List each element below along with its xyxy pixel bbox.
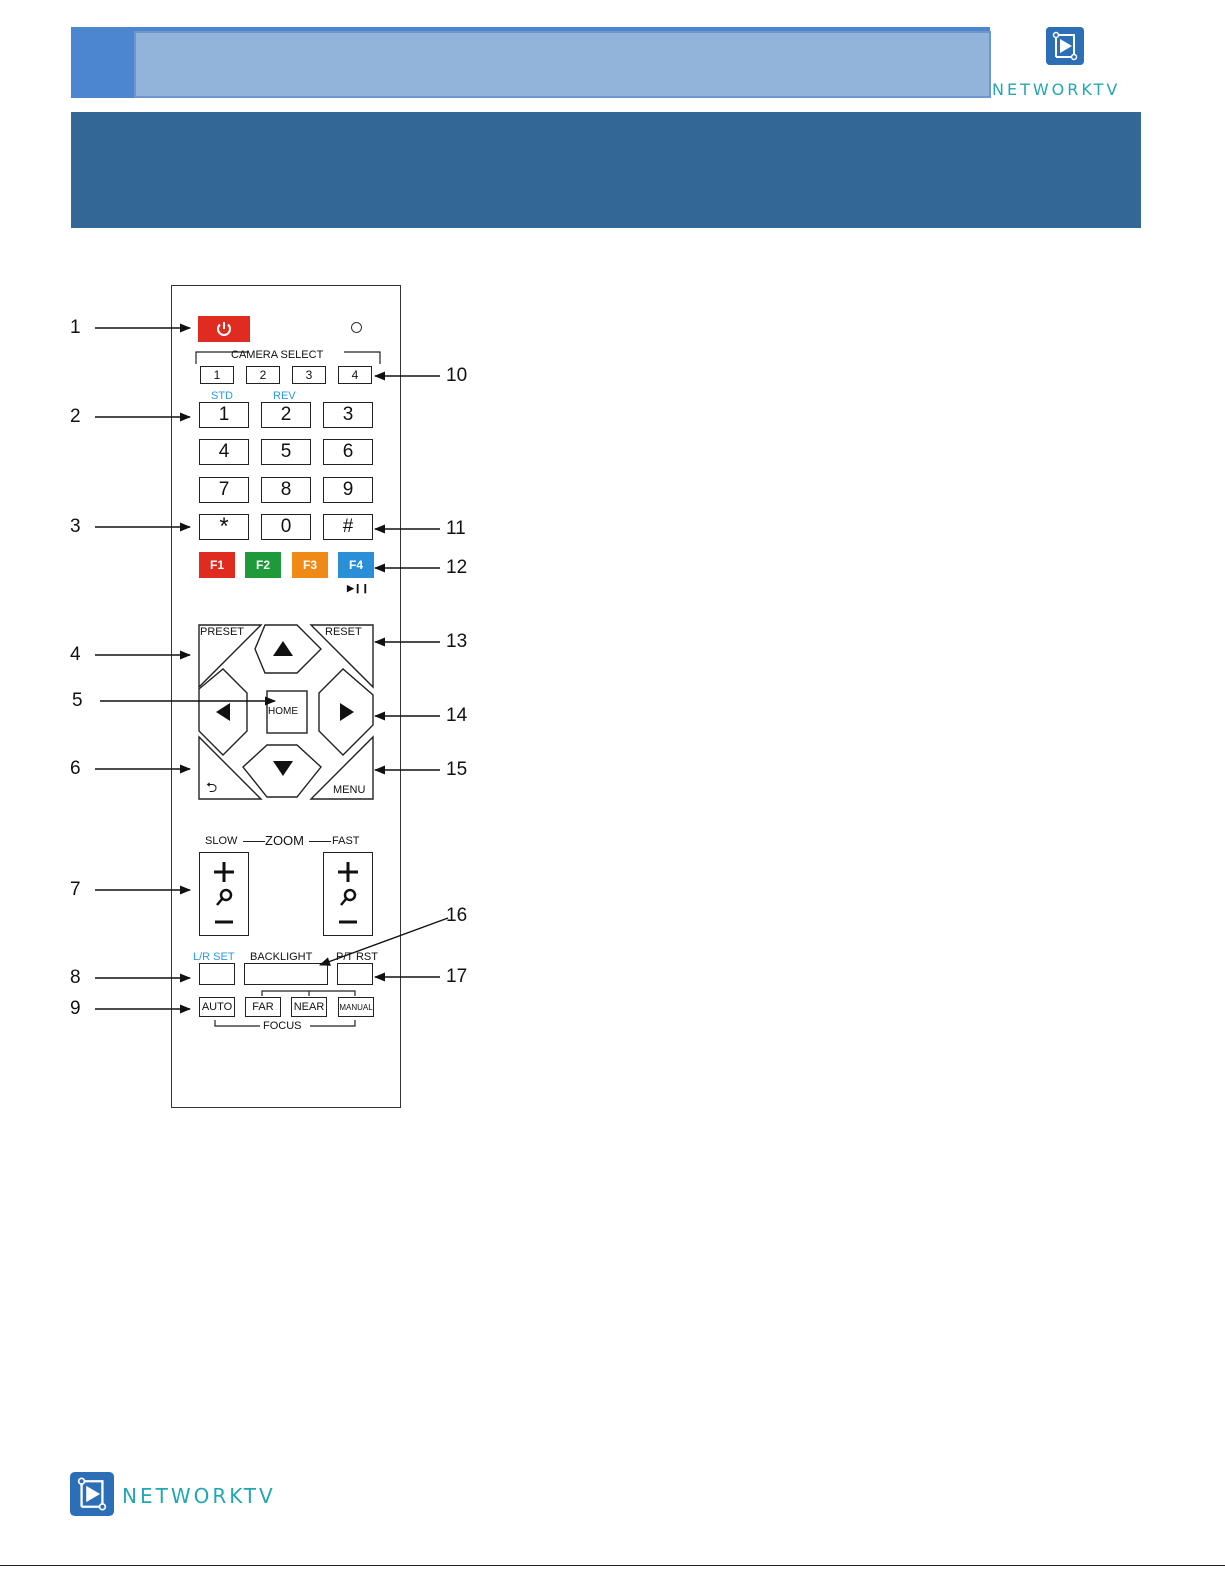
brand-name-bottom: NETWORKTV xyxy=(122,1484,276,1508)
numpad-key-4[interactable]: 4 xyxy=(199,439,249,465)
callout-6: 6 xyxy=(70,758,81,779)
rev-label: REV xyxy=(273,390,296,402)
focus-auto-button[interactable]: AUTO xyxy=(199,997,235,1017)
callout-1: 1 xyxy=(70,317,81,338)
preset-label: PRESET xyxy=(200,626,245,638)
numpad-key-3[interactable]: 3 xyxy=(323,402,373,428)
callout-13: 13 xyxy=(446,631,468,652)
numpad-key-2[interactable]: 2 xyxy=(261,402,311,428)
numpad-key-6[interactable]: 6 xyxy=(323,439,373,465)
numpad-key-star[interactable]: * xyxy=(199,514,249,540)
focus-manual-button[interactable]: MANUAL xyxy=(338,997,374,1017)
callout-7: 7 xyxy=(70,879,81,900)
callout-9: 9 xyxy=(70,998,81,1019)
callout-16: 16 xyxy=(446,905,468,926)
logo-icon xyxy=(70,1472,114,1516)
callout-12: 12 xyxy=(446,557,468,578)
function-key-f1[interactable]: F1 xyxy=(199,552,235,578)
callout-17: 17 xyxy=(446,966,468,987)
function-key-f4[interactable]: F4 xyxy=(338,552,374,578)
lr-set-label: L/R SET xyxy=(193,951,235,963)
zoom-slow-label: SLOW xyxy=(205,835,238,847)
zoom-label: ZOOM xyxy=(265,833,304,848)
focus-near-button[interactable]: NEAR xyxy=(291,997,327,1017)
numpad-key-5[interactable]: 5 xyxy=(261,439,311,465)
numpad-key-8[interactable]: 8 xyxy=(261,477,311,503)
callout-11: 11 xyxy=(446,518,466,539)
camera-select-2[interactable]: 2 xyxy=(246,366,280,384)
numpad-key-0[interactable]: 0 xyxy=(261,514,311,540)
backlight-label: BACKLIGHT xyxy=(250,951,313,963)
function-key-f3[interactable]: F3 xyxy=(292,552,328,578)
numpad-key-1[interactable]: 1 xyxy=(199,402,249,428)
numpad-key-7[interactable]: 7 xyxy=(199,477,249,503)
camera-select-label: CAMERA SELECT xyxy=(231,349,324,361)
home-label: HOME xyxy=(268,706,298,717)
pt-rst-label: P/T RST xyxy=(336,951,378,963)
callout-3: 3 xyxy=(70,516,81,537)
brand-name-top: NETWORKTV xyxy=(992,80,1121,99)
callout-14: 14 xyxy=(446,705,468,726)
std-label: STD xyxy=(211,390,233,402)
callout-15: 15 xyxy=(446,759,468,780)
brand-logo-bottom xyxy=(70,1472,114,1521)
function-key-f2[interactable]: F2 xyxy=(245,552,281,578)
camera-select-3[interactable]: 3 xyxy=(292,366,326,384)
focus-label: FOCUS xyxy=(263,1020,302,1032)
focus-far-button[interactable]: FAR xyxy=(245,997,281,1017)
callout-8: 8 xyxy=(70,967,81,988)
callout-10: 10 xyxy=(446,365,468,386)
camera-select-1[interactable]: 1 xyxy=(200,366,234,384)
back-icon: ⮌ xyxy=(206,779,218,795)
camera-select-4[interactable]: 4 xyxy=(338,366,372,384)
play-pause-icon: ▶❙❙ xyxy=(347,583,370,593)
numpad-key-9[interactable]: 9 xyxy=(323,477,373,503)
menu-label: MENU xyxy=(333,784,366,796)
footer-rule xyxy=(0,1565,1225,1566)
reset-label: RESET xyxy=(325,626,362,638)
numpad-key-hash[interactable]: # xyxy=(323,514,373,540)
callout-4: 4 xyxy=(70,644,81,665)
callout-5: 5 xyxy=(72,690,83,711)
callout-2: 2 xyxy=(70,406,81,427)
zoom-fast-label: FAST xyxy=(332,835,360,847)
